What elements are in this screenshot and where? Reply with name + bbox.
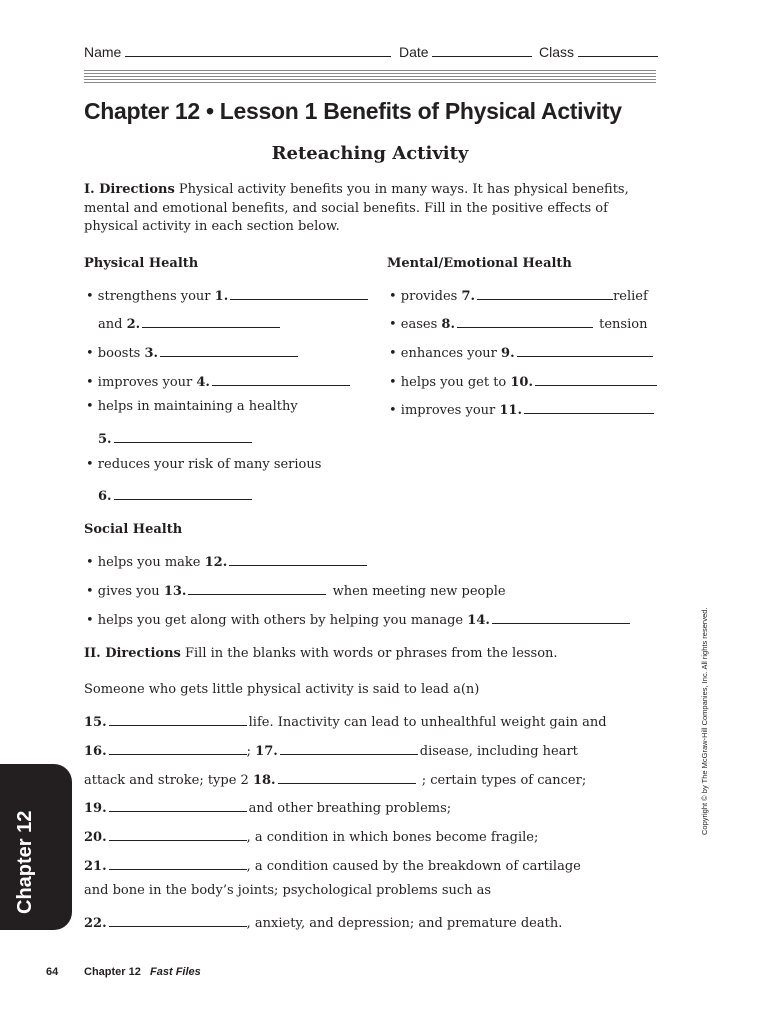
item-suffix: life. Inactivity can lead to unhealthful weight gain and (248, 715, 607, 730)
item-number: 15. (84, 715, 107, 730)
item-21 (84, 855, 581, 874)
answer-blank-19[interactable] (109, 797, 247, 812)
item-number: 18. (252, 773, 276, 788)
item-number: 14. (467, 613, 490, 628)
item-number: 5. (98, 432, 112, 447)
item-suffix: ; certain types of cancer; (421, 773, 587, 788)
answer-blank-11[interactable] (524, 399, 654, 414)
directions-1-text: Physical activity benefits you in many ways. It has physical benefits, (178, 182, 629, 197)
header-rules (84, 70, 656, 85)
answer-blank-16[interactable] (109, 740, 247, 755)
answer-blank-1[interactable] (230, 285, 368, 300)
item-suffix: , a condition in which bones become fragile; (246, 830, 539, 845)
para-line-0: Someone who gets little physical activity is said to lead a(n) (84, 682, 480, 697)
chapter-side-tab-label: Chapter 12 (14, 810, 36, 914)
copyright-notice: Copyright © by The McGraw-Hill Companies, Inc. All rights reserved. (700, 607, 709, 835)
directions-1-line2: mental and emotional benefits, and social benefits. Fill in the positive effects of (84, 201, 608, 216)
item-22 (84, 912, 562, 931)
item-number: 20. (84, 830, 107, 845)
answer-blank-18[interactable] (278, 769, 416, 784)
answer-blank-3[interactable] (160, 342, 298, 357)
item-text: • eases (389, 317, 438, 332)
item-text: • helps you get to (389, 375, 507, 390)
directions-1-heading: I. Directions (84, 182, 175, 197)
answer-blank-10[interactable] (535, 371, 657, 386)
item-2 (98, 313, 282, 332)
item-number: 8. (441, 317, 455, 332)
item-suffix: , anxiety, and depression; and premature death. (246, 916, 563, 931)
mental-health-heading: Mental/Emotional Health (387, 256, 572, 271)
item-suffix: tension (599, 317, 648, 332)
item-12 (86, 551, 369, 570)
page-title: Chapter 12 • Lesson 1 Benefits of Physical Activity (84, 98, 622, 124)
item-20 (84, 826, 538, 845)
item-19 (84, 797, 451, 816)
directions-2-heading: II. Directions (84, 646, 181, 661)
item-text: • boosts (86, 346, 141, 361)
item-text: • improves your (86, 375, 193, 390)
item-text: • enhances your (389, 346, 497, 361)
directions-1-line3: physical activity in each section below. (84, 219, 340, 234)
directions-2 (84, 646, 558, 661)
item-number: 17. (255, 744, 278, 759)
item-8 (389, 313, 647, 332)
item-text: • improves your (389, 403, 496, 418)
name-label: Name (84, 44, 122, 60)
item-15 (84, 711, 607, 730)
item-text: • strengthens your (86, 289, 211, 304)
item-5-prompt: • helps in maintaining a healthy (86, 399, 298, 414)
item-number: 12. (204, 555, 228, 570)
answer-blank-20[interactable] (109, 826, 247, 841)
page-number: 64 (46, 966, 59, 978)
answer-blank-14[interactable] (492, 609, 630, 624)
name-field[interactable] (84, 44, 391, 60)
answer-blank-5[interactable] (114, 428, 252, 443)
item-number: 10. (510, 375, 534, 390)
page-subtitle: Reteaching Activity (271, 143, 469, 164)
footer-source (84, 966, 201, 978)
answer-blank-22[interactable] (109, 912, 247, 927)
item-6-prompt: • reduces your risk of many serious (86, 457, 322, 472)
item-7 (389, 285, 648, 304)
footer-chapter: Chapter 12 (84, 966, 141, 978)
item-number: 4. (196, 375, 210, 390)
social-health-heading: Social Health (84, 522, 183, 537)
item-text: • gives you (86, 584, 160, 599)
answer-blank-9[interactable] (517, 342, 653, 357)
item-16-17 (84, 740, 578, 759)
item-number: 19. (84, 801, 107, 816)
item-13 (86, 580, 506, 599)
item-4 (86, 371, 352, 390)
date-label: Date (399, 44, 429, 60)
date-blank[interactable] (432, 44, 532, 57)
item-number: 3. (144, 346, 159, 361)
item-number: 6. (98, 489, 112, 504)
item-5 (98, 428, 254, 447)
item-6 (98, 485, 254, 504)
directions-2-text: Fill in the blanks with words or phrases from the lesson. (185, 646, 558, 661)
item-number: 13. (163, 584, 187, 599)
answer-blank-12[interactable] (229, 551, 367, 566)
answer-blank-6[interactable] (114, 485, 252, 500)
item-9 (389, 342, 655, 361)
item-text: and (98, 317, 123, 332)
item-text: • helps you make (86, 555, 201, 570)
para-line-22a: and bone in the body’s joints; psychological problems such as (84, 883, 492, 898)
item-number: 21. (84, 859, 107, 874)
item-1 (86, 285, 370, 304)
item-14 (86, 609, 632, 628)
item-18 (84, 769, 586, 788)
item-suffix: relief (613, 289, 648, 304)
footer-book: Fast Files (150, 966, 201, 978)
answer-blank-17[interactable] (280, 740, 418, 755)
answer-blank-2[interactable] (142, 313, 280, 328)
item-number: 2. (126, 317, 141, 332)
item-suffix: , a condition caused by the breakdown of cartilage (246, 859, 581, 874)
item-10 (389, 371, 659, 390)
answer-blank-15[interactable] (109, 711, 247, 726)
item-11 (389, 399, 656, 418)
item-number: 11. (499, 403, 523, 418)
answer-blank-8[interactable] (457, 313, 593, 328)
chapter-side-tab (0, 764, 72, 930)
answer-blank-13[interactable] (188, 580, 326, 595)
answer-blank-21[interactable] (109, 855, 247, 870)
name-blank[interactable] (125, 44, 391, 57)
item-suffix: and other breathing problems; (248, 801, 452, 816)
item-number: 16. (84, 744, 107, 759)
item-number: 7. (461, 289, 476, 304)
item-text: • helps you get along with others by helping you manage (86, 613, 464, 628)
item-number: 1. (214, 289, 229, 304)
item-suffix: when meeting new people (332, 584, 506, 599)
physical-health-heading: Physical Health (84, 256, 199, 271)
item-3 (86, 342, 300, 361)
answer-blank-4[interactable] (212, 371, 350, 386)
item-suffix: disease, including heart (419, 744, 578, 759)
class-blank[interactable] (578, 44, 658, 57)
date-field[interactable] (399, 44, 532, 60)
item-text: • provides (389, 289, 458, 304)
item-text: attack and stroke; type 2 (84, 773, 249, 788)
answer-blank-7[interactable] (477, 285, 613, 300)
item-number: 9. (501, 346, 515, 361)
class-label: Class (539, 44, 575, 60)
item-number: 22. (84, 916, 107, 931)
item-suffix: ; (246, 744, 252, 759)
directions-1-line1 (84, 182, 629, 197)
class-field[interactable] (539, 44, 658, 60)
